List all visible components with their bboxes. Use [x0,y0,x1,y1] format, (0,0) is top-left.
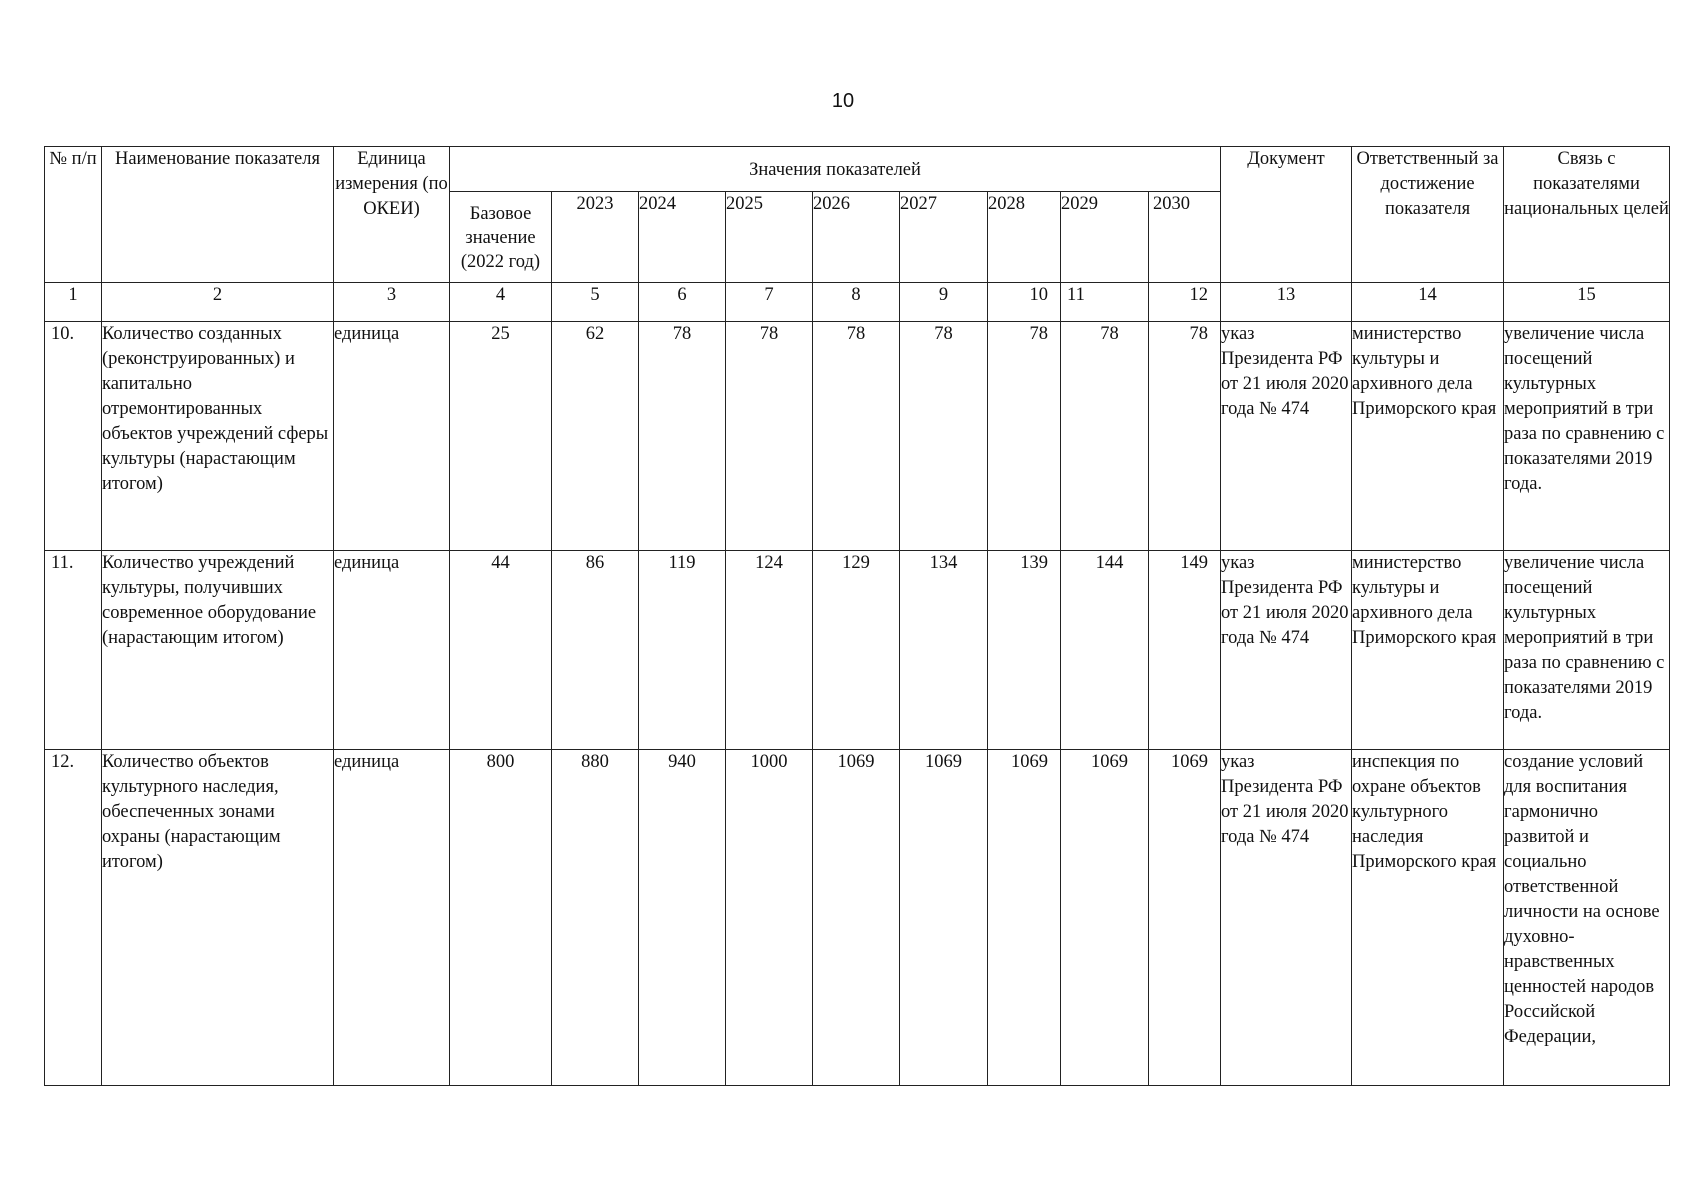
indicator-name: Количество созданных (реконструированных) и капитально отремонтированных объектов учреждений сферы культуры (нарастающим итогом) [102,322,334,551]
responsible: министерство культуры и архивного дела Приморского края [1352,322,1504,551]
header-base-value: Базовое значение (2022 год) [450,192,552,283]
responsible: министерство культуры и архивного дела Приморского края [1352,551,1504,750]
column-number: 4 [450,283,552,322]
unit: единица [334,750,450,1086]
header-year: 2027 [900,192,988,283]
document: указ Президента РФ от 21 июля 2020 года № 474 [1221,322,1352,551]
year-value: 119 [639,551,726,750]
header-name: Наименование показателя [102,147,334,283]
year-value: 1069 [1061,750,1149,1086]
year-value: 78 [813,322,900,551]
column-numbers-row [45,283,1670,322]
header-link: Связь с показателями национальных целей [1504,147,1670,283]
row-number: 12. [45,750,102,1086]
table-row [45,551,1670,750]
year-value: 144 [1061,551,1149,750]
header-values-group: Значения показателей [450,147,1221,192]
year-value: 78 [1061,322,1149,551]
column-number: 3 [334,283,450,322]
year-value: 78 [900,322,988,551]
year-value: 880 [552,750,639,1086]
column-number: 6 [639,283,726,322]
page-number: 10 [831,90,855,112]
header-responsible: Ответственный за достижение показателя [1352,147,1504,283]
year-value: 1069 [900,750,988,1086]
column-number: 13 [1221,283,1352,322]
column-number: 5 [552,283,639,322]
document: указ Президента РФ от 21 июля 2020 года № 474 [1221,750,1352,1086]
year-value: 1069 [988,750,1061,1086]
base-value: 800 [450,750,552,1086]
year-value: 129 [813,551,900,750]
header-year: 2028 [988,192,1061,283]
national-goal-link: создание условий для воспитания гармонично развитой и социально ответственной личности на основе духовно-нравственных ценностей народов Российской Федерации, [1504,750,1670,1086]
year-value: 149 [1149,551,1221,750]
year-value: 1069 [813,750,900,1086]
row-number: 10. [45,322,102,551]
national-goal-link: увеличение числа посещений культурных мероприятий в три раза по сравнению с показателями 2019 года. [1504,551,1670,750]
year-value: 124 [726,551,813,750]
column-number: 11 [1061,283,1149,322]
unit: единица [334,551,450,750]
responsible: инспекция по охране объектов культурного наследия Приморского края [1352,750,1504,1086]
header-num: № п/п [45,147,102,283]
header-year: 2029 [1061,192,1149,283]
header-year: 2026 [813,192,900,283]
indicators-table [44,146,1670,1086]
header-document: Документ [1221,147,1352,283]
year-value: 134 [900,551,988,750]
year-value: 139 [988,551,1061,750]
national-goal-link: увеличение числа посещений культурных мероприятий в три раза по сравнению с показателями 2019 года. [1504,322,1670,551]
column-number: 9 [900,283,988,322]
year-value: 62 [552,322,639,551]
year-value: 1000 [726,750,813,1086]
column-number: 8 [813,283,900,322]
unit: единица [334,322,450,551]
year-value: 78 [639,322,726,551]
base-value: 44 [450,551,552,750]
table-row [45,750,1670,1086]
column-number: 7 [726,283,813,322]
header-year: 2030 [1149,192,1221,283]
year-value: 1069 [1149,750,1221,1086]
document: указ Президента РФ от 21 июля 2020 года № 474 [1221,551,1352,750]
year-value: 78 [726,322,813,551]
header-year: 2024 [639,192,726,283]
column-number: 10 [988,283,1061,322]
table-row [45,322,1670,551]
row-number: 11. [45,551,102,750]
year-value: 86 [552,551,639,750]
indicator-name: Количество учреждений культуры, получивших современное оборудование (нарастающим итогом) [102,551,334,750]
column-number: 14 [1352,283,1504,322]
year-value: 940 [639,750,726,1086]
year-value: 78 [988,322,1061,551]
year-value: 78 [1149,322,1221,551]
column-number: 15 [1504,283,1670,322]
column-number: 2 [102,283,334,322]
column-number: 12 [1149,283,1221,322]
indicator-name: Количество объектов культурного наследия, обеспеченных зонами охраны (нарастающим итогом) [102,750,334,1086]
column-number: 1 [45,283,102,322]
header-unit: Единица измерения (по ОКЕИ) [334,147,450,283]
header-year: 2025 [726,192,813,283]
base-value: 25 [450,322,552,551]
header-year: 2023 [552,192,639,283]
